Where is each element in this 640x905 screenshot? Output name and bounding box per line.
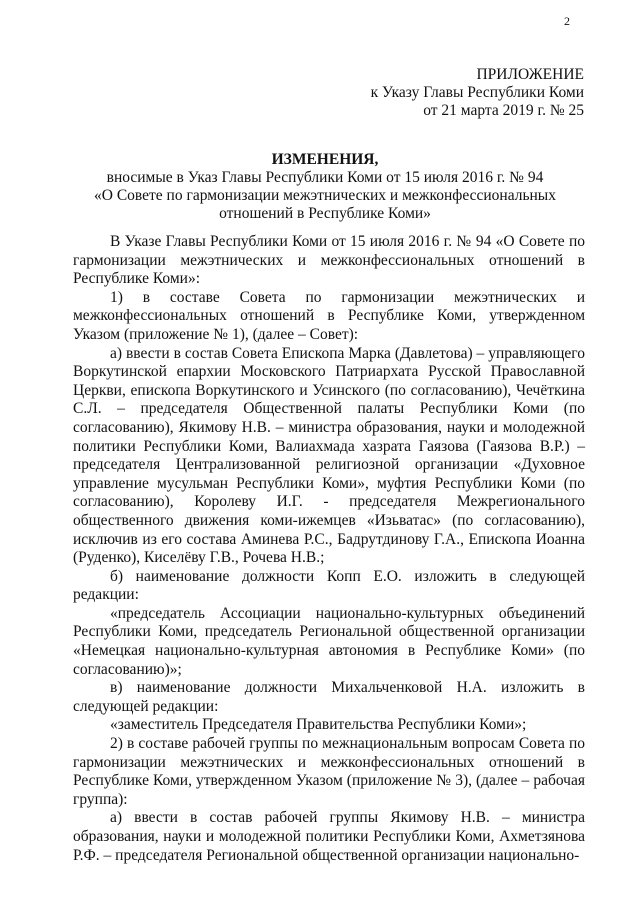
appendix-decree-ref: к Указу Главы Республики Коми (370, 84, 584, 101)
document-body (73, 233, 585, 865)
paragraph: «заместитель Председателя Правительства Республики Коми»; (110, 716, 527, 734)
page-number: 2 (564, 14, 570, 28)
heading-line-1: вносимые в Указ Главы Республики Коми от 15 июля 2016 г. № 94 (106, 169, 544, 186)
appendix-date: от 21 марта 2019 г. № 25 (423, 102, 584, 119)
paragraph: В Указе Главы Республики Коми от 15 июля 2016 г. № 94 «О Совете по гармонизации межэтнических и межконфессиональных отношений в Республике Коми»: (73, 233, 585, 288)
paragraph: б) наименование должности Копп Е.О. изложить в следующей редакции: (73, 567, 585, 604)
document-heading (60, 151, 590, 223)
heading-line-3: отношений в Республике Коми» (219, 205, 431, 222)
paragraph: 1) в составе Совета по гармонизации межэтнических и межконфессиональных отношений в Республике Коми, утвержденном Указом (приложение № 1), (далее – Совет): (73, 288, 585, 343)
appendix-title: ПРИЛОЖЕНИЕ (476, 66, 584, 83)
appendix-block (371, 66, 584, 120)
paragraph: а) ввести в состав Совета Епископа Марка (Давлетова) – управляющего Воркутинской епархии Московского Патриархата Русской Православной Церкви, епископа Воркутинского и Усинского (по согласованию), Чечёткина С.Л. – председателя Общественной палаты Республики Коми (по согласованию), Якимову Н.В. – министра образования, науки и молодежной политики Республики Коми, Валиахмада хазрата Гаязова (Гаязова В.Р.) – председателя Централизованной религиозной организации «Духовное управление мусульман Республики Коми», муфтия Республики Коми (по согласованию), Королеву И.Г. - председателя Межрегионального общественного движения коми-ижемцев «Изьватас» (по согласованию), исключив из его состава Аминева Р.С., Бадрутдинову Г.А., Епископа Иоанна (Руденко), Киселёву Г.В., Рочева Н.В.; (73, 344, 585, 567)
heading-line-2: «О Совете по гармонизации межэтнических и межконфессиональных (94, 187, 556, 204)
paragraph: а) ввести в состав рабочей группы Якимову Н.В. – министра образования, науки и молодежной политики Республики Коми, Ахметзянова Р.Ф. – председателя Региональной общественной организации национально- (73, 809, 585, 864)
paragraph: в) наименование должности Михальченковой Н.А. изложить в следующей редакции: (73, 679, 585, 715)
paragraph: 2) в составе рабочей группы по межнациональным вопросам Совета по гармонизации межэтнических и межконфессиональных отношений в Республике Коми, утвержденном Указом (приложение № 3), (далее – рабочая группа): (73, 735, 585, 808)
paragraph: «председатель Ассоциации национально-культурных объединений Республики Коми, председатель Региональной общественной организации «Немецкая национально-культурная автономия в Республике Коми» (по согласованию)»; (73, 604, 585, 678)
heading-title: ИЗМЕНЕНИЯ, (271, 151, 379, 168)
